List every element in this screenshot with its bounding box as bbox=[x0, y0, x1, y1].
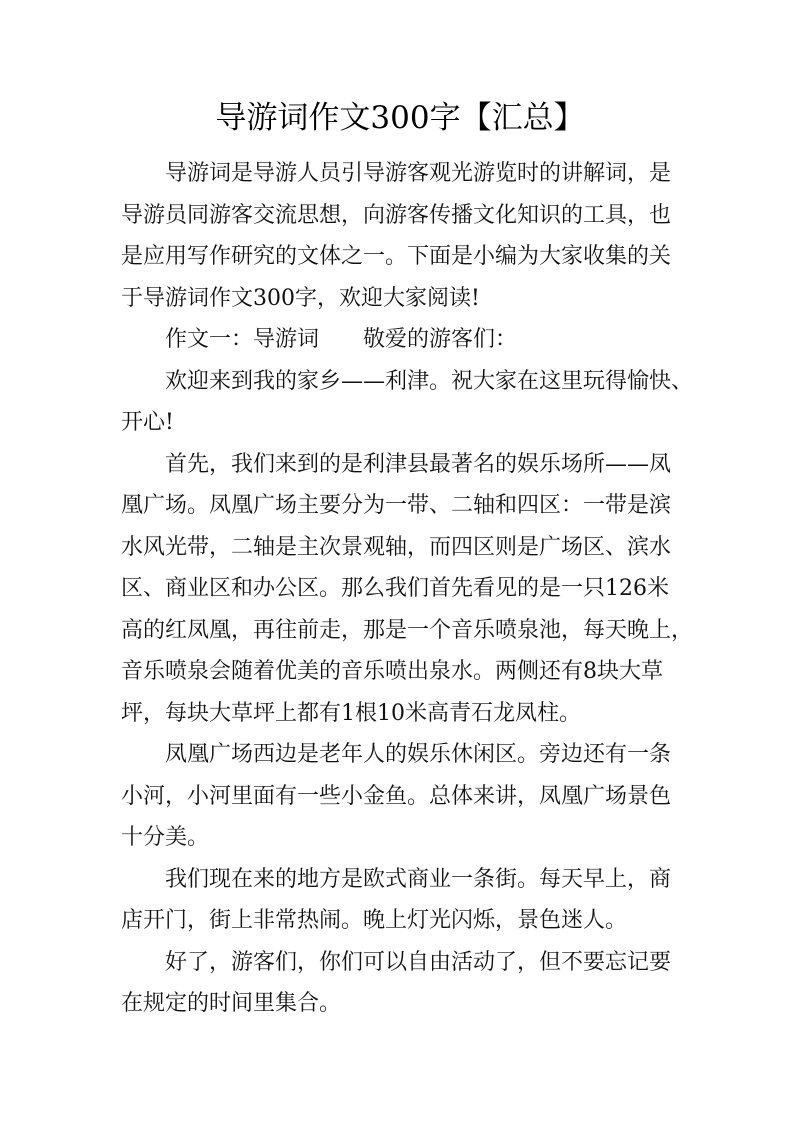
text-line: 开心! bbox=[121, 410, 174, 435]
paragraph-phoenix-square bbox=[121, 444, 694, 735]
text-line: 导游员同游客交流思想，向游客传播文化知识的工具，也 bbox=[121, 202, 672, 228]
paragraph-west-side bbox=[121, 734, 672, 859]
paragraph-intro bbox=[121, 153, 672, 319]
paragraph-welcome bbox=[121, 361, 694, 444]
paragraph-essay-heading bbox=[121, 319, 665, 361]
text-line: 在规定的时间里集合。 bbox=[121, 991, 342, 1016]
text-line: 凤凰广场西边是老年人的娱乐休闲区。旁边还有一条 bbox=[165, 742, 672, 767]
text-line: 十分美。 bbox=[121, 825, 210, 850]
document-title: 导游词作文300字【汇总】 bbox=[215, 100, 585, 136]
text-line: 音乐喷泉会随着优美的音乐喷出泉水。两侧还有8块大草 bbox=[121, 659, 663, 684]
text-line: 于导游词作文300字，欢迎大家阅读! bbox=[121, 285, 480, 311]
document-body bbox=[121, 153, 694, 1025]
text-line: 我们现在来的地方是欧式商业一条街。每天早上，商 bbox=[165, 866, 672, 892]
text-line: 店开门，街上非常热闹。晚上灯光闪烁，景色迷人。 bbox=[121, 908, 628, 933]
text-line: 高的红凤凰，再往前走，那是一个音乐喷泉池，每天晚上， bbox=[121, 617, 694, 643]
text-line: 是应用写作研究的文体之一。下面是小编为大家收集的关 bbox=[121, 244, 672, 269]
text-line: 首先，我们来到的是利津县最著名的娱乐场所——凤 bbox=[165, 451, 672, 477]
paragraph-closing bbox=[121, 942, 672, 1025]
text-line: 区、商业区和办公区。那么我们首先看见的是一只126米 bbox=[121, 576, 669, 601]
text-line: 导游词是导游人员引导游客观光游览时的讲解词，是 bbox=[165, 161, 672, 186]
text-line: 坪，每块大草坪上都有1根10米高青石龙凤柱。 bbox=[121, 700, 581, 726]
text-line: 水风光带，二轴是主次景观轴，而四区则是广场区、滨水 bbox=[121, 534, 672, 560]
paragraph-commercial-street bbox=[121, 859, 672, 942]
text-line: 欢迎来到我的家乡——利津。祝大家在这里玩得愉快、 bbox=[165, 368, 694, 394]
text-line: 作文一：导游词 敬爱的游客们： bbox=[165, 327, 518, 352]
text-line: 好了，游客们，你们可以自由活动了，但不要忘记要 bbox=[165, 949, 672, 975]
text-line: 小河，小河里面有一些小金鱼。总体来讲，凤凰广场景色 bbox=[121, 783, 672, 809]
text-line: 凰广场。凤凰广场主要分为一带、二轴和四区：一带是滨 bbox=[121, 493, 672, 518]
